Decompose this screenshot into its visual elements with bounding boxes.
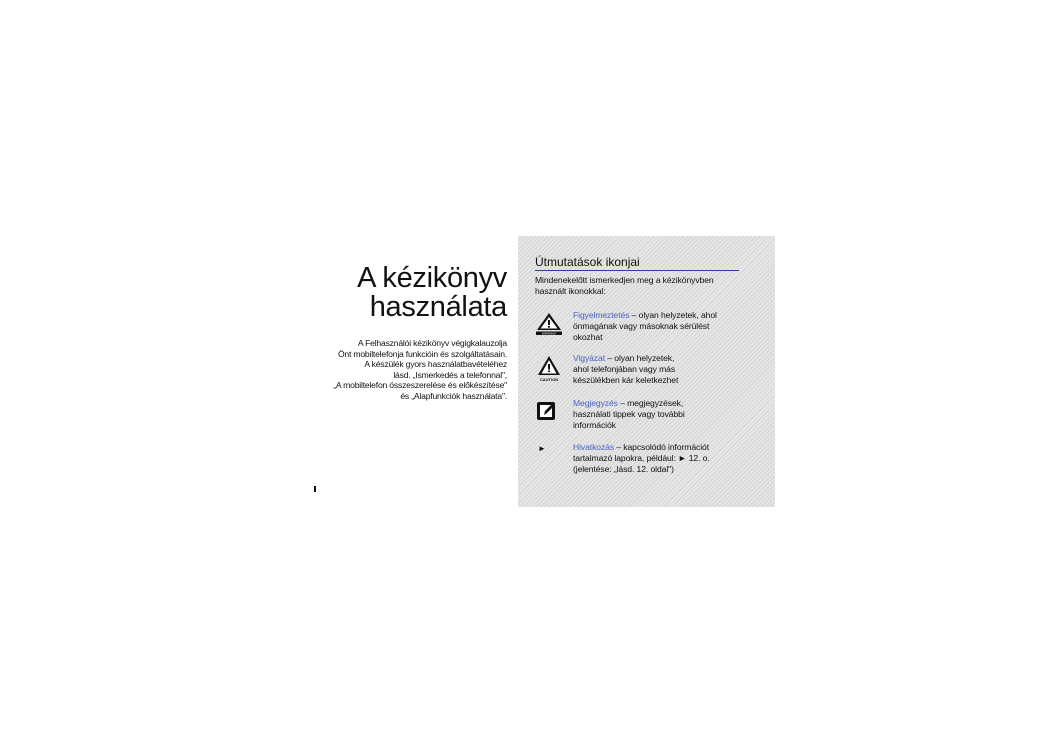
legend-term: Megjegyzés [573, 398, 618, 408]
panel-subtitle-line: használt ikonokkal: [535, 285, 606, 296]
legend-desc: – olyan helyzetek, [605, 353, 675, 363]
legend-text [573, 310, 717, 342]
legend-desc: – kapcsolódó információt [614, 442, 709, 452]
legend-desc: ahol telefonjában vagy más [573, 363, 676, 374]
legend-desc: önmagának vagy másoknak sérülést [573, 320, 710, 331]
legend-desc: információk [573, 419, 616, 430]
intro-line: „A mobiltelefon összeszerelése és előkészítése" [333, 380, 507, 391]
page-number [314, 486, 316, 492]
caution-icon-label: CAUTION [539, 377, 559, 382]
legend-text [573, 442, 710, 474]
legend-desc: (jelentése: „lásd. 12. oldal") [573, 463, 674, 474]
intro-line: Önt mobiltelefonja funkcióin és szolgáltatásain. [337, 348, 507, 359]
legend-entry-warning [535, 310, 750, 350]
page-title-line-1: A kézikönyv [357, 262, 507, 294]
panel-title: Útmutatások ikonjai [535, 255, 739, 271]
intro-line: lásd. „Ismerkedés a telefonnal", [393, 369, 507, 380]
legend-text [573, 398, 685, 430]
legend-term: Vigyázat [573, 353, 606, 363]
intro-line: és „Alapfunkciók használata". [400, 390, 507, 401]
legend-desc: készülékben kár keletkezhet [573, 374, 679, 385]
reference-arrow-icon: ► [538, 444, 546, 453]
intro-line: A Felhasználói kézikönyv végigkalauzolja [357, 338, 507, 348]
legend-desc: tartalmazó lapokra, például: ► 12. o. [573, 452, 710, 463]
intro-line: A készülék gyors használatbavételéhez [364, 359, 507, 370]
page-title-line-2: használata [369, 291, 507, 323]
note-icon [535, 400, 563, 424]
legend-term: Figyelmeztetés [573, 310, 630, 320]
panel-subtitle [535, 275, 745, 296]
icon-legend-panel [518, 236, 775, 507]
legend-entry-reference [535, 442, 750, 482]
legend-desc: használati tippek vagy további [573, 408, 685, 419]
warning-icon-label: WARNING [541, 331, 557, 336]
panel-subtitle-line: Mindenekelőtt ismerkedjen meg a kézikönyvben [535, 275, 714, 285]
legend-entry-caution [535, 353, 750, 393]
caution-icon [535, 355, 563, 383]
warning-icon [535, 312, 563, 336]
legend-text [573, 353, 678, 385]
legend-term: Hivatkozás [573, 442, 615, 452]
legend-desc: okozhat [573, 331, 603, 342]
legend-entry-note [535, 398, 750, 438]
page-title [300, 264, 507, 322]
intro-paragraph [300, 338, 507, 402]
legend-desc: – megjegyzések, [617, 398, 684, 408]
legend-desc: – olyan helyzetek, ahol [629, 310, 717, 320]
